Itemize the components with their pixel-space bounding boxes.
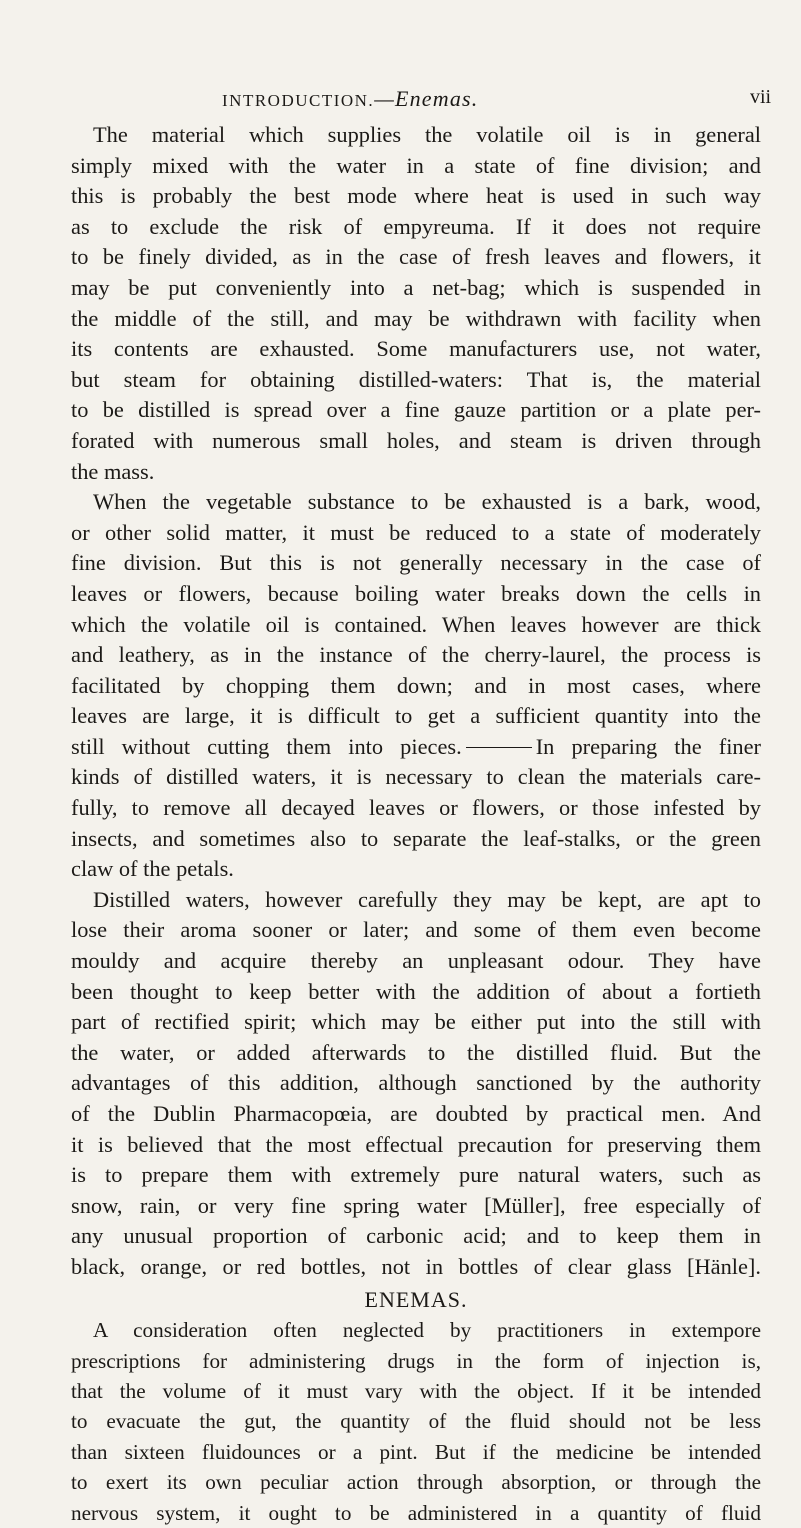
- text-line: leaves are large, it is difficult to get a sufficient quantity into the: [71, 703, 761, 729]
- text-line: black, orange, or red bottles, not in bottles of clear glass [Hänle].: [71, 1253, 761, 1279]
- text-line: the mass.: [71, 458, 155, 484]
- text-line: that the volume of it must vary with the object. If it be intended: [71, 1378, 761, 1403]
- text-line: or other solid matter, it must be reduced to a state of moderately: [71, 519, 761, 545]
- text-line: forated with numerous small holes, and steam is driven through: [71, 427, 761, 453]
- text-line: mouldy and acquire thereby an unpleasant odour. They have: [71, 948, 761, 974]
- text-line: advantages of this addition, although sanctioned by the authority: [71, 1070, 761, 1096]
- section-heading-enemas: ENEMAS.: [364, 1286, 468, 1312]
- paragraph-volatile-oil: [71, 120, 761, 487]
- text-line: as to exclude the risk of empyreuma. If it does not require: [71, 213, 761, 239]
- paragraph-vegetable-substance-cont: [71, 762, 761, 884]
- text-line: prescriptions for administering drugs in the form of injection is,: [71, 1348, 761, 1373]
- text-line: the water, or added afterwards to the distilled fluid. But the: [71, 1039, 761, 1065]
- text-line: kinds of distilled waters, it is necessary to clean the materials care-: [71, 764, 761, 790]
- paragraph-vegetable-substance: [71, 487, 761, 732]
- text-line: is to prepare them with extremely pure natural waters, such as: [71, 1162, 761, 1188]
- text-line: to exert its own peculiar action through absorption, or through the: [71, 1470, 761, 1495]
- running-title-subject: —Enemas.: [374, 86, 479, 111]
- page-number: vii: [750, 86, 772, 108]
- text-line: but steam for obtaining distilled-waters: That is, the material: [71, 366, 761, 392]
- text-line: Distilled waters, however carefully they may be kept, are apt to: [93, 886, 761, 912]
- running-title: [222, 86, 479, 112]
- paragraph-distilled-waters: [71, 885, 761, 1283]
- text-line: may be put conveniently into a net-bag; which is suspended in: [71, 274, 761, 300]
- text-line: nervous system, it ought to be administered in a quantity of fluid: [71, 1500, 761, 1525]
- paragraph-enemas: [71, 1315, 761, 1528]
- text-line: the middle of the still, and may be withdrawn with facility when: [71, 305, 761, 331]
- running-title-section: INTRODUCTION.: [222, 91, 375, 110]
- text-line: this is probably the best mode where heat is used in such way: [71, 183, 761, 209]
- text-line: facilitated by chopping them down; and in most cases, where: [71, 672, 761, 698]
- text-line: than sixteen fluidounces or a pint. But if the medicine be intended: [71, 1439, 761, 1464]
- text-line: part of rectified spirit; which may be either put into the still with: [71, 1009, 761, 1035]
- text-line: lose their aroma sooner or later; and some of them even become: [71, 917, 761, 943]
- text-line: simply mixed with the water in a state of fine division; and: [71, 152, 761, 178]
- text-line: of the Dublin Pharmacopœia, are doubted by practical men. And: [71, 1101, 761, 1126]
- text-line: it is believed that the most effectual precaution for preserving them: [71, 1131, 761, 1157]
- text-line: leaves or flowers, because boiling water breaks down the cells in: [71, 580, 761, 606]
- text-line: any unusual proportion of carbonic acid; and to keep them in: [71, 1223, 761, 1249]
- text-line: claw of the petals.: [71, 856, 234, 882]
- text-line: to evacuate the gut, the quantity of the fluid should not be less: [71, 1409, 761, 1434]
- text-line: insects, and sometimes also to separate the leaf-stalks, or the green: [71, 825, 761, 851]
- running-header: [0, 86, 801, 116]
- text-line: fully, to remove all decayed leaves or flowers, or those infested by: [71, 795, 761, 821]
- text-line: its contents are exhausted. Some manufacturers use, not water,: [71, 336, 761, 362]
- text-line-with-dash: still without cutting them into pieces. In preparing the finer: [71, 733, 761, 759]
- text-line: which the volatile oil is contained. When leaves however are thick: [71, 611, 761, 637]
- text-line: When the vegetable substance to be exhausted is a bark, wood,: [93, 489, 761, 515]
- page-body: [71, 120, 761, 1528]
- em-rule: [466, 747, 532, 748]
- text-line: been thought to keep better with the addition of about a fortieth: [71, 978, 761, 1004]
- text-line: The material which supplies the volatile oil is in general: [93, 122, 761, 147]
- text-line: to be finely divided, as in the case of fresh leaves and flowers, it: [71, 244, 761, 270]
- text-line: snow, rain, or very fine spring water [Müller], free especially of: [71, 1192, 761, 1218]
- text-line: to be distilled is spread over a fine gauze partition or a plate per-: [71, 397, 761, 423]
- text-line: A consideration often neglected by practitioners in extempore: [93, 1318, 761, 1343]
- text-line: fine division. But this is not generally necessary in the case of: [71, 550, 761, 576]
- text-line: and leathery, as in the instance of the cherry-laurel, the process is: [71, 642, 761, 668]
